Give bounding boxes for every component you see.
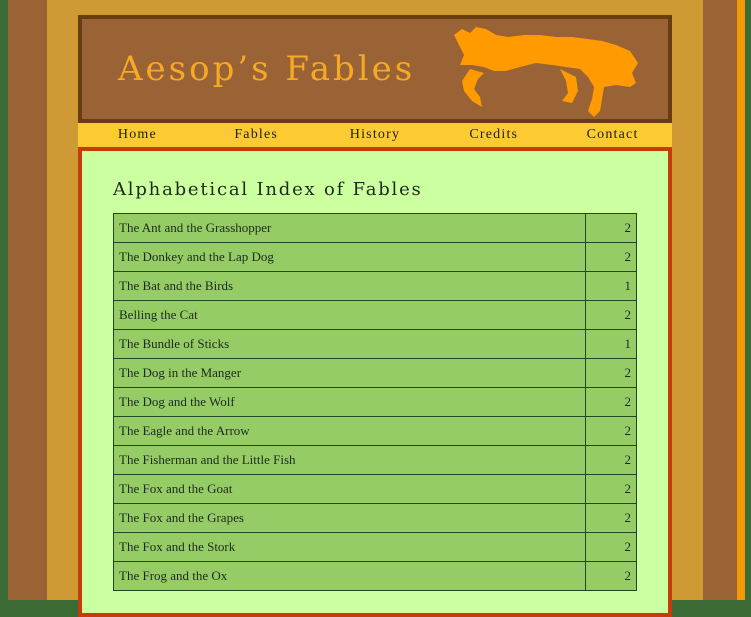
main-nav <box>78 123 672 147</box>
site-title: Aesop’s Fables <box>118 49 416 89</box>
nav-fables-link[interactable]: Fables <box>234 127 279 142</box>
fable-count: 2 <box>586 504 637 533</box>
table-row[interactable] <box>114 446 637 475</box>
nav-home-link[interactable]: Home <box>117 127 157 142</box>
table-row[interactable] <box>114 359 637 388</box>
table-row[interactable] <box>114 417 637 446</box>
fable-count: 2 <box>586 446 637 475</box>
fable-title-link[interactable]: The Bat and the Birds <box>114 272 586 301</box>
table-row[interactable] <box>114 388 637 417</box>
table-row[interactable] <box>114 272 637 301</box>
table-row[interactable] <box>114 475 637 504</box>
site-banner <box>78 15 672 123</box>
table-row[interactable] <box>114 214 637 243</box>
fable-title-link[interactable]: The Eagle and the Arrow <box>114 417 586 446</box>
fox-icon <box>448 25 642 119</box>
fable-count: 2 <box>586 359 637 388</box>
fable-count: 1 <box>586 272 637 301</box>
fable-title-link[interactable]: Belling the Cat <box>114 301 586 330</box>
table-row[interactable] <box>114 533 637 562</box>
fable-count: 1 <box>586 330 637 359</box>
fable-title-link[interactable]: The Ant and the Grasshopper <box>114 214 586 243</box>
fable-count: 2 <box>586 301 637 330</box>
fable-title-link[interactable]: The Fox and the Stork <box>114 533 586 562</box>
nav-contact-link[interactable]: Contact <box>586 127 639 142</box>
fable-title-link[interactable]: The Fox and the Grapes <box>114 504 586 533</box>
nav-credits-link[interactable]: Credits <box>469 127 519 142</box>
table-row[interactable] <box>114 562 637 591</box>
nav-history-link[interactable]: History <box>349 127 401 142</box>
fable-count: 2 <box>586 533 637 562</box>
fable-count: 2 <box>586 214 637 243</box>
fable-title-link[interactable]: The Fisherman and the Little Fish <box>114 446 586 475</box>
background-stripe <box>745 0 751 600</box>
table-row[interactable] <box>114 330 637 359</box>
fable-index-table <box>113 213 637 591</box>
fable-count: 2 <box>586 243 637 272</box>
background-stripe <box>737 0 745 600</box>
fable-count: 2 <box>586 475 637 504</box>
table-row[interactable] <box>114 243 637 272</box>
fable-title-link[interactable]: The Dog and the Wolf <box>114 388 586 417</box>
fable-title-link[interactable]: The Dog in the Manger <box>114 359 586 388</box>
fable-count: 2 <box>586 388 637 417</box>
table-row[interactable] <box>114 301 637 330</box>
content-panel <box>78 147 672 617</box>
table-row[interactable] <box>114 504 637 533</box>
background-stripe <box>8 0 47 600</box>
fable-title-link[interactable]: The Fox and the Goat <box>114 475 586 504</box>
page-title: Alphabetical Index of Fables <box>113 179 423 200</box>
fable-count: 2 <box>586 562 637 591</box>
fable-title-link[interactable]: The Bundle of Sticks <box>114 330 586 359</box>
fable-title-link[interactable]: The Frog and the Ox <box>114 562 586 591</box>
fable-title-link[interactable]: The Donkey and the Lap Dog <box>114 243 586 272</box>
fable-count: 2 <box>586 417 637 446</box>
background-stripe <box>0 0 8 600</box>
background-stripe <box>703 0 737 600</box>
